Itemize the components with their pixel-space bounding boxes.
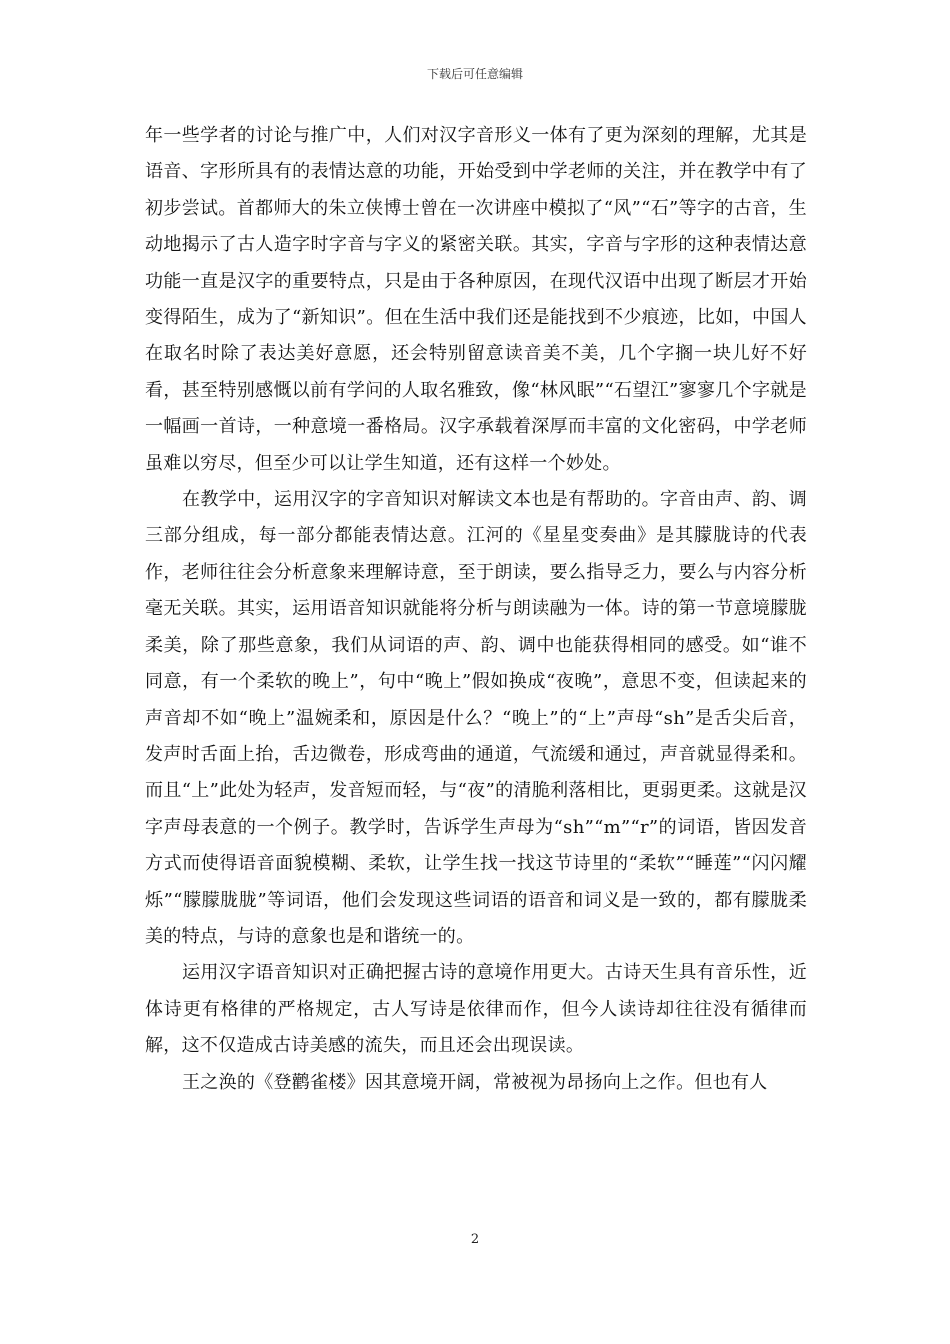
paragraph-2: 在教学中，运用汉字的字音知识对解读文本也是有帮助的。字音由声、韵、调三部分组成，每一部分都能表情达意。江河的《星星变奏曲》是其朦胧诗的代表作，老师往往会分析意象来理解诗意，至于朗读，要么指导乏力，要么与内容分析毫无关联。其实，运用语音知识就能将分析与朗读融为一体。诗的第一节意境朦胧柔美，除了那些意象，我们从词语的声、韵、调中也能获得相同的感受。如“谁不同意，有一个柔软的晚上”，句中“晚上”假如换成“夜晚”，意思不变，但读起来的声音却不如“晚上”温婉柔和，原因是什么？“晚上”的“上”声母“sh”是舌尖后音，发声时舌面上抬，舌边微卷，形成弯曲的通道，气流缓和通过，声音就显得柔和。而且“上”此处为轻声，发音短而轻，与“夜”的清脆利落相比，更弱更柔。这就是汉字声母表意的一个例子。教学时，告诉学生声母为“sh”“m”“r”的词语，皆因发音方式而使得语音面貌模糊、柔软，让学生找一找这节诗里的“柔软”“睡莲”“闪闪耀烁”“朦朦胧胧”等词语，他们会发现这些词语的语音和词义是一致的，都有朦胧柔美的特点，与诗的意象也是和谐统一的。 [145, 489, 807, 947]
document-body [145, 118, 807, 1101]
paragraph-4: 王之涣的《登鹳雀楼》因其意境开阔，常被视为昂扬向上之作。但也有人 [182, 1071, 768, 1093]
page-header: 下载后可任意编辑 [426, 67, 523, 81]
paragraph-3: 运用汉字语音知识对正确把握古诗的意境作用更大。古诗天生具有音乐性，近体诗更有格律的严格规定，古人写诗是依律而作，但今人读诗却往往没有循律而解，这不仅造成古诗美感的流失，而且还会出现误读。 [145, 962, 807, 1057]
paragraph-1: 年一些学者的讨论与推广中，人们对汉字音形义一体有了更为深刻的理解，尤其是语音、字形所具有的表情达意的功能，开始受到中学老师的关注，并在教学中有了初步尝试。首都师大的朱立侠博士曾在一次讲座中模拟了“风”“石”等字的古音，生动地揭示了古人造字时字音与字义的紧密关联。其实，字音与字形的这种表情达意功能一直是汉字的重要特点，只是由于各种原因，在现代汉语中出现了断层才开始变得陌生，成为了“新知识”。但在生活中我们还是能找到不少痕迹，比如，中国人在取名时除了表达美好意愿，还会特别留意读音美不美，几个字搁一块儿好不好看，甚至特别感慨以前有学问的人取名雅致，像“林风眠”“石望江”寥寥几个字就是一幅画一首诗，一种意境一番格局。汉字承载着深厚而丰富的文化密码，中学老师虽难以穷尽，但至少可以让学生知道，还有这样一个妙处。 [145, 125, 807, 474]
page-number: 2 [470, 1232, 480, 1247]
